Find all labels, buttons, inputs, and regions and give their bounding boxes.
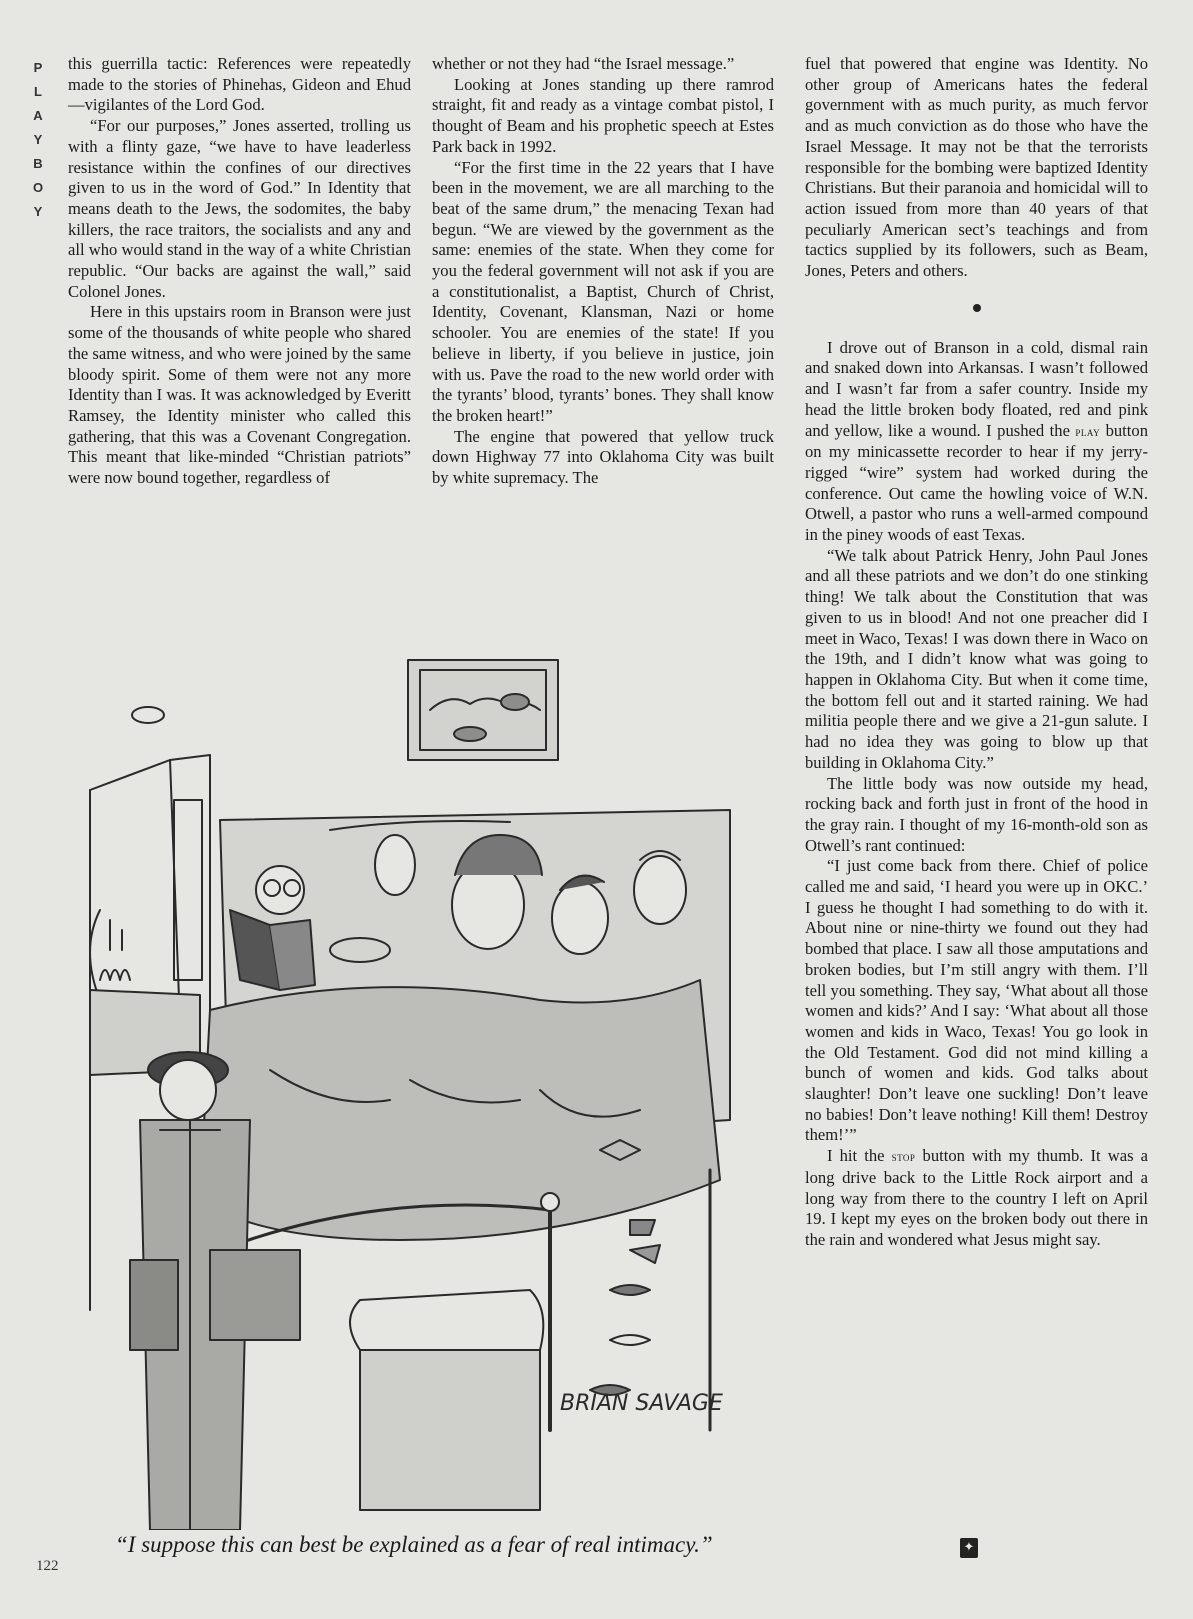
framed-picture xyxy=(408,660,558,760)
text-run: button on my minicassette recorder to hear if my jerry-rigged “wire” system had worked during the conference. Out came the howling voice of W.N. Otwell, a pastor who runs a well-armed compound in the piney woods of east Texas. xyxy=(805,420,1148,545)
paragraph: whether or not they had “the Israel message.” xyxy=(432,54,735,73)
small-caps-word: stop xyxy=(891,1149,916,1165)
running-head-letter: A xyxy=(33,108,43,123)
text-run: button with my thumb. It was a long drive back to the Little Rock airport and a long way from there to the country I left on April 19. I kept my eyes on the broken body out there in the rain and wondered what Jesus might say. xyxy=(805,1146,1148,1249)
paragraph: “I just come back from there. Chief of police called me and said, ‘I heard you were up in OKC.’ I guess he thought I had something to do with it. About nine or nine-thirty we found out they had bombed that place. I saw all those amputations and broken bodies, but I’m still angry with them. I’ll tell you something. They say, ‘What about all those women and kids?’ And I say: ‘What about all those women and kids in Waco, Texas! You go look in the Old Testament. God did not mind killing a bunch of women and kids. God talks about slaughter! Don’t leave one suckling! Don’t leave no babies! Don’t leave nothing! Kill them! Destroy them!’” xyxy=(805,856,1148,1145)
running-head-letter: P xyxy=(33,60,43,75)
text-run: I drove out of Branson in a cold, dismal rain and snaked down into Arkansas. I wasn’t followed and I wasn’t far from a safer country. Inside my head the little broken body floated, red and pink and yellow, like a wound. I pushed the xyxy=(805,337,1148,440)
cartoonist-signature: BRIAN SAVAGE xyxy=(560,1391,723,1416)
running-head-letter: O xyxy=(32,180,44,195)
page-number: 122 xyxy=(36,1558,59,1574)
paragraph xyxy=(805,338,1148,546)
text-run: I hit the xyxy=(827,1146,892,1166)
article-column-1 xyxy=(68,54,411,489)
running-head xyxy=(30,56,46,224)
paragraph: The little body was now outside my head, rocking back and forth just in front of the hood in the gray rain. I thought of my 16-month-old son as Otwell’s rant continued: xyxy=(805,773,1148,855)
cartoon-caption: “I suppose this can best be explained as a fear of real intimacy.” xyxy=(115,1532,713,1557)
rabbit-head-end-mark-icon: ✦ xyxy=(960,1538,978,1558)
cartoon-illustration xyxy=(70,650,770,1530)
small-caps-word: play xyxy=(1075,423,1101,439)
section-break-bullet xyxy=(973,304,981,312)
paragraph: “For our purposes,” Jones asserted, trolling us with a flinty gaze, “we have to have leaderless resistance within the confines of our directives given to us in the word of God.” In Identity that means death to the Jews, the sodomites, the baby killers, the race traitors, the socialists and any and all who would stand in the way of a white Christian republic. “Our backs are against the wall,” said Colonel Jones. xyxy=(68,116,411,301)
paragraph: “For the first time in the 22 years that I have been in the movement, we are all marching to the beat of the same drum,” the menacing Texan had begun. “We are viewed by the government as the same: enemies of the state. When they come for you the federal government will not ask if you are a constitutionalist, a Baptist, Church of Christ, Identity, Covenant, Klansman, Nazi or home schooler. You are enemies of the state! If you believe in liberty, if you believe in justice, join with us. Pave the road to the new world order with the tyrants’ blood, tyrants’ bones. They shall know the broken heart!” xyxy=(432,157,774,425)
article-column-2 xyxy=(432,54,774,489)
running-head-letter: Y xyxy=(33,132,43,147)
running-head-letter: B xyxy=(33,156,43,171)
paragraph: The engine that powered that yellow truck down Highway 77 into Oklahoma City was built by white supremacy. The xyxy=(432,426,774,488)
paragraph: fuel that powered that engine was Identity. No other group of Americans hates the federal government with as much purity, as much fervor and as much conviction as do those who have the Israel Message. It may not be that the terrorists responsible for the bombing were baptized Identity Christians. But their paranoia and homicidal will to action issued from more than 40 years of that peculiarly American sect’s teachings and from tactics supplied by its followers, such as Beam, Jones, Peters and others. xyxy=(805,54,1148,281)
running-head-letter: L xyxy=(34,84,42,99)
paragraph xyxy=(805,1146,1148,1251)
paragraph: “We talk about Patrick Henry, John Paul Jones and all these patriots and we don’t do one stinking thing! We talk about the Constitution that was given to us in blood! And not one preacher did I meet in Waco, Texas! I was down there in Waco on the 19th, and I didn’t know what was going to happen in Oklahoma City. But when it come time, the bottom fell out and it started raining. We had militia people there and we give a 21-gun salute. I had no idea they was going to blow up that building in Oklahoma City.” xyxy=(805,545,1148,772)
running-head-letter: Y xyxy=(33,204,43,219)
paragraph: Here in this upstairs room in Branson were just some of the thousands of white people who shared the same witness, and who were joined by the same bloody spirit. Some of them were not any more Identity than I was. It was acknowledged by Everitt Ramsey, the Identity minister who called this gathering, that this was a Covenant Congregation. This meant that like-minded “Christian patriots” were now bound together, regardless of xyxy=(68,302,411,488)
paragraph: this guerrilla tactic: References were repeatedly made to the stories of Phinehas, Gideon and Ehud—vigilantes of the Lord God. xyxy=(68,54,411,115)
article-column-3 xyxy=(805,54,1148,1251)
paragraph: Looking at Jones standing up there ramrod straight, fit and ready as a vintage combat pistol, I thought of Beam and his prophetic speech at Estes Park back in 1992. xyxy=(432,74,774,156)
